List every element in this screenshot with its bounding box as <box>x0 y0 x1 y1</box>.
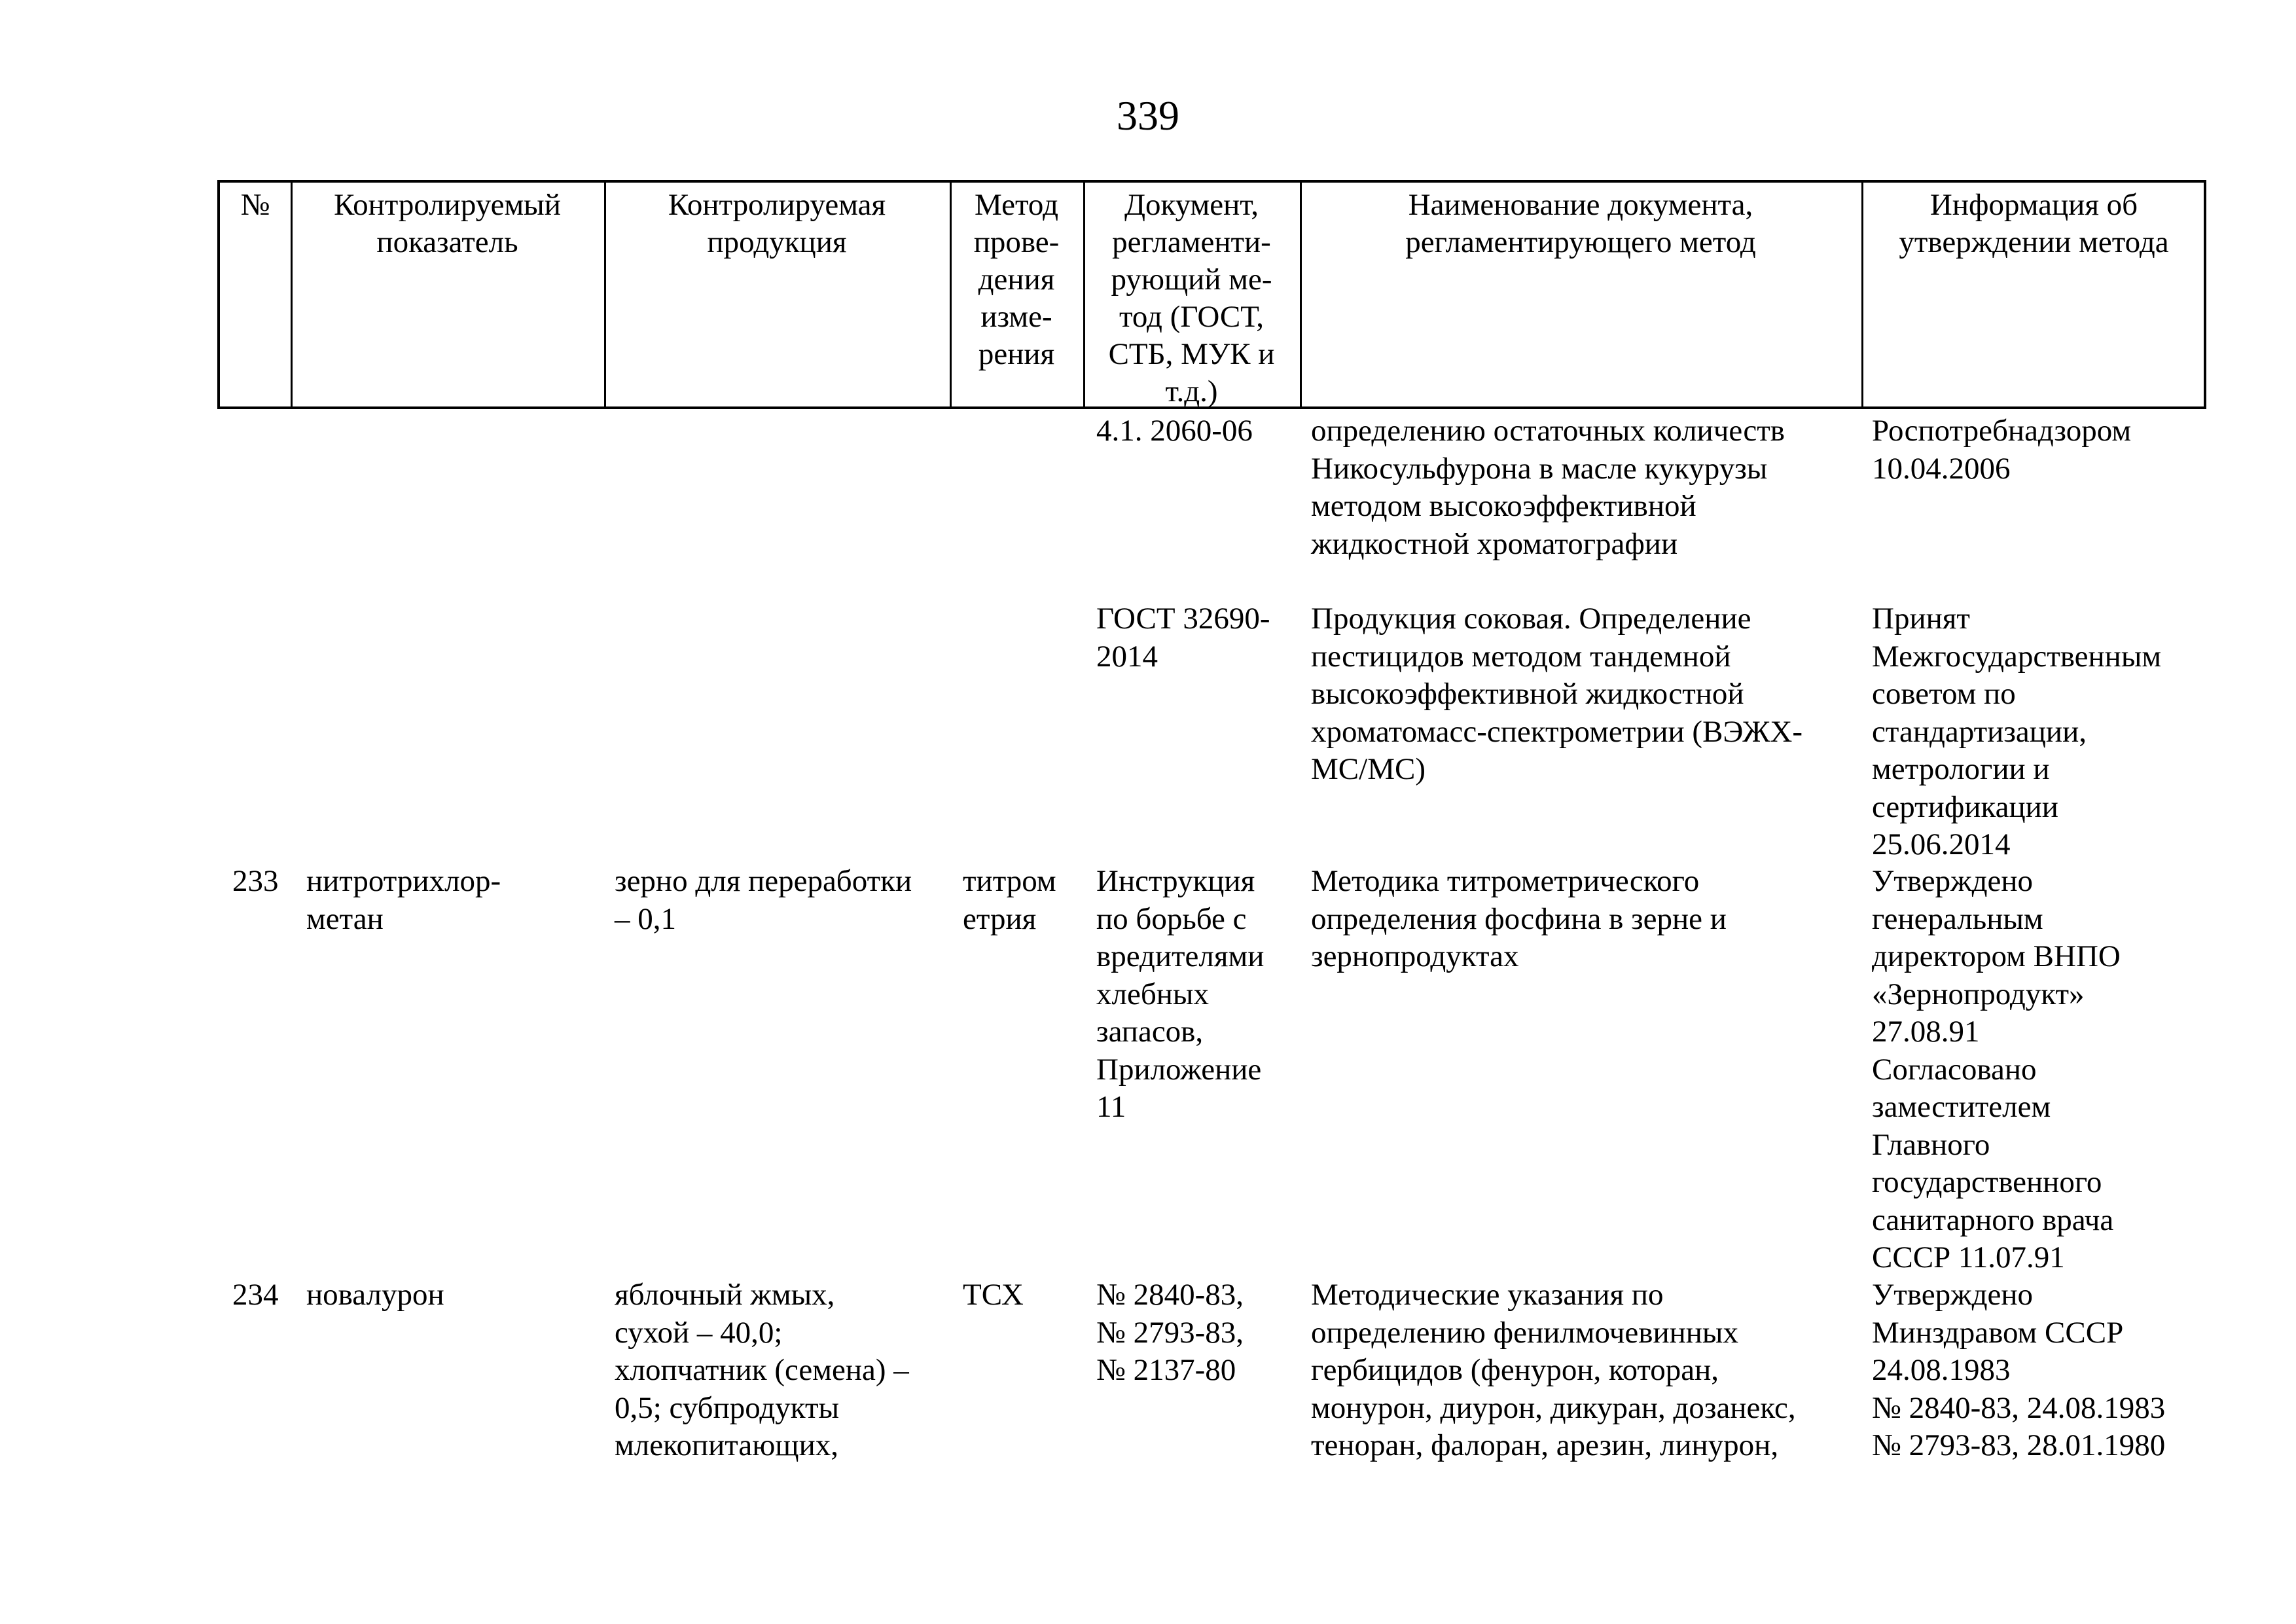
cell-document-name <box>1311 412 1785 563</box>
cell-line: МС/МС) <box>1311 752 1426 786</box>
cell-line: хлебных <box>1096 977 1209 1011</box>
cell-line: млекопитающих, <box>615 1428 838 1462</box>
cell-method <box>963 1276 1024 1314</box>
cell-approval <box>1872 412 2131 488</box>
cell-line: ГОСТ 32690- <box>1096 602 1270 636</box>
cell-line: определению остаточных количеств <box>1311 414 1785 448</box>
cell-number <box>232 863 279 901</box>
cell-line: теноран, фалоран, арезин, линурон, <box>1311 1428 1779 1462</box>
cell-approval <box>1872 863 2121 1277</box>
cell-line: Инструкция <box>1096 864 1255 898</box>
cell-line: Продукция соковая. Определение <box>1311 602 1751 636</box>
header-line: регламентирующего метод <box>1405 225 1756 259</box>
cell-line: 2014 <box>1096 639 1158 674</box>
cell-document-name <box>1311 1276 1796 1465</box>
cell-line: монурон, диурон, дикуран, дозанекс, <box>1311 1390 1796 1425</box>
header-line: рения <box>978 337 1055 371</box>
header-line: продукция <box>707 225 847 259</box>
header-line: Наименование документа, <box>1408 188 1753 222</box>
cell-line: 234 <box>232 1278 279 1312</box>
cell-line: Роспотребнадзором <box>1872 414 2132 448</box>
header-line: изме- <box>980 300 1052 334</box>
cell-line: 10.04.2006 <box>1872 451 2011 486</box>
cell-line: 25.06.2014 <box>1872 827 2011 861</box>
cell-product <box>615 863 912 938</box>
cell-line: сухой – 40,0; <box>615 1315 783 1350</box>
header-line: т.д.) <box>1165 374 1218 408</box>
cell-line: пестицидов методом тандемной <box>1311 639 1731 674</box>
header-line: Контролируемый <box>334 188 561 222</box>
header-line: утверждении метода <box>1899 225 2169 259</box>
header-line: Контролируемая <box>668 188 886 222</box>
header-line: рующий ме- <box>1111 262 1272 297</box>
cell-line: хроматомасс-спектрометрии (ВЭЖХ- <box>1311 714 1803 749</box>
cell-line: ТСХ <box>963 1278 1024 1312</box>
cell-line: генеральным <box>1872 901 2043 936</box>
cell-line: Никосульфурона в масле кукурузы <box>1311 451 1768 486</box>
cell-approval <box>1872 1276 2165 1465</box>
header-document-name <box>1300 187 1861 261</box>
cell-line: Минздравом СССР <box>1872 1315 2124 1350</box>
cell-line: хлопчатник (семена) – <box>615 1353 909 1387</box>
header-number <box>220 187 291 224</box>
cell-line: зернопродуктах <box>1311 939 1519 973</box>
cell-line: Утверждено <box>1872 1278 2033 1312</box>
cell-line: советом по <box>1872 677 2016 711</box>
page-number: 339 <box>1117 92 1179 139</box>
cell-line: № 2137-80 <box>1096 1353 1236 1387</box>
header-line: прове- <box>973 225 1060 259</box>
cell-line: СССР 11.07.91 <box>1872 1240 2065 1274</box>
cell-line: Согласовано <box>1872 1052 2037 1087</box>
cell-line: заместителем <box>1872 1090 2051 1124</box>
cell-line: директором ВНПО <box>1872 939 2121 973</box>
cell-line: № 2793-83, <box>1096 1315 1244 1350</box>
header-product <box>604 187 950 261</box>
cell-indicator <box>306 863 501 938</box>
cell-document <box>1096 1276 1244 1390</box>
cell-document <box>1096 600 1270 676</box>
header-line: дения <box>978 262 1055 297</box>
cell-line: определению фенилмочевинных <box>1311 1315 1738 1350</box>
cell-line: Методика титрометрического <box>1311 864 1700 898</box>
header-line: тод (ГОСТ, <box>1119 300 1264 334</box>
cell-line: гербицидов (фенурон, которан, <box>1311 1353 1719 1387</box>
cell-line: № 2840-83, <box>1096 1278 1244 1312</box>
header-line: Метод <box>974 188 1058 222</box>
cell-line: 24.08.1983 <box>1872 1353 2011 1387</box>
cell-method <box>963 863 1056 938</box>
cell-line: метан <box>306 901 384 936</box>
cell-line: новалурон <box>306 1278 444 1312</box>
cell-line: нитротрихлор- <box>306 864 501 898</box>
cell-product <box>615 1276 909 1465</box>
cell-line: 0,5; субпродукты <box>615 1390 840 1425</box>
cell-line: «Зернопродукт» <box>1872 977 2085 1011</box>
cell-number <box>232 1276 279 1314</box>
cell-indicator <box>306 1276 444 1314</box>
cell-line: 4.1. 2060-06 <box>1096 414 1253 448</box>
cell-line: стандартизации, <box>1872 714 2087 749</box>
header-approval <box>1861 187 2206 261</box>
cell-line: определения фосфина в зерне и <box>1311 901 1727 936</box>
cell-line: государственного <box>1872 1165 2102 1199</box>
cell-line: методом высокоэффективной <box>1311 489 1696 523</box>
cell-line: № 2840-83, 24.08.1983 <box>1872 1390 2166 1425</box>
cell-line: по борьбе с <box>1096 901 1247 936</box>
cell-document <box>1096 412 1253 450</box>
cell-line: Методические указания по <box>1311 1278 1664 1312</box>
cell-line: № 2793-83, 28.01.1980 <box>1872 1428 2166 1462</box>
header-line: показатель <box>376 225 518 259</box>
header-document <box>1083 187 1300 410</box>
cell-approval <box>1872 600 2161 864</box>
cell-document <box>1096 863 1264 1127</box>
cell-line: зерно для переработки <box>615 864 912 898</box>
header-line: СТБ, МУК и <box>1108 337 1275 371</box>
cell-line: 233 <box>232 864 279 898</box>
cell-line: 27.08.91 <box>1872 1015 1980 1049</box>
cell-line: яблочный жмых, <box>615 1278 835 1312</box>
header-line: регламенти- <box>1112 225 1271 259</box>
cell-line: титром <box>963 864 1056 898</box>
header-line: Документ, <box>1124 188 1259 222</box>
cell-document-name <box>1311 863 1727 976</box>
cell-line: етрия <box>963 901 1037 936</box>
table-header <box>217 180 2206 409</box>
cell-line: Межгосударственным <box>1872 639 2162 674</box>
cell-line: жидкостной хроматографии <box>1311 526 1678 561</box>
header-method <box>950 187 1083 373</box>
cell-line: метрологии и <box>1872 752 2050 786</box>
cell-line: высокоэффективной жидкостной <box>1311 677 1744 711</box>
cell-line: 11 <box>1096 1090 1126 1124</box>
cell-line: сертификации <box>1872 789 2058 824</box>
cell-line: Принят <box>1872 602 1970 636</box>
header-line: № <box>240 188 270 222</box>
cell-line: запасов, <box>1096 1015 1204 1049</box>
cell-line: Утверждено <box>1872 864 2033 898</box>
cell-line: вредителями <box>1096 939 1265 973</box>
cell-line: – 0,1 <box>615 901 676 936</box>
cell-document-name <box>1311 600 1803 789</box>
cell-line: санитарного врача <box>1872 1202 2114 1237</box>
header-line: Информация об <box>1929 188 2138 222</box>
cell-line: Главного <box>1872 1127 1990 1162</box>
header-indicator <box>291 187 604 261</box>
cell-line: Приложение <box>1096 1052 1262 1087</box>
